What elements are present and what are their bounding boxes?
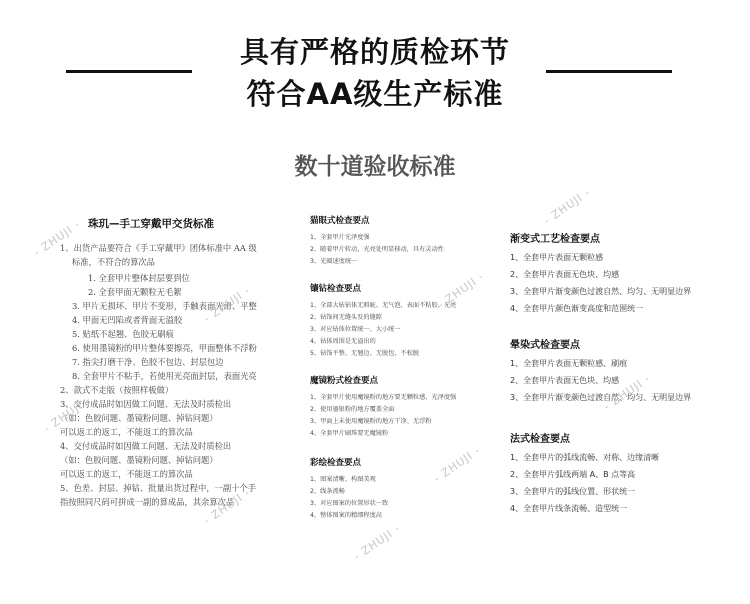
- watermark: - ZHUJI -: [201, 283, 254, 326]
- check-item: 4、整体图案的精细程度高: [310, 512, 382, 519]
- headline-line1: 具有严格的质检环节: [239, 35, 510, 69]
- check-item: 3、光圈速度统一: [310, 258, 358, 265]
- doc-line: 指按照同尺码可拼成一副的算成品，其余算次品: [60, 497, 235, 507]
- doc-line: 6. 使用墨镜粉的甲片整体要擦亮，甲面整体不浮粉: [72, 343, 257, 353]
- doc-line: 5. 贴纸不起翘、色胶无刷痕: [72, 329, 174, 339]
- check-item: 1、全部大钻钻体无瑕疵、无气泡、表面不粘胶、光亮: [310, 302, 457, 309]
- doc-line: 8. 全套甲片不粘手，若使用光亮面封层，表面光亮: [72, 371, 257, 381]
- check-item: 1、全套甲片光泽度强: [310, 234, 370, 241]
- watermark: - ZHUJI -: [601, 371, 654, 414]
- section-title: 法式检查要点: [510, 434, 570, 445]
- doc-line: （如：色胶问题、墨镜粉问题、掉钻问题）: [60, 455, 218, 465]
- section-title: 魔镜粉式检查要点: [310, 376, 379, 386]
- check-item: 3、全套甲片渐变颜色过渡自然、均匀、无明显边界: [510, 393, 692, 402]
- headline-line2: 符合AA级生产标准: [246, 77, 504, 111]
- check-item: 4、全套甲片刷珠要无魔镜粉: [310, 430, 389, 437]
- check-item: 1、图案清晰、构图美观: [310, 476, 376, 483]
- check-item: 3、对应图案的位置形状一致: [310, 500, 389, 507]
- check-item: 2、线条流畅: [310, 488, 345, 495]
- watermark: - ZHUJI -: [541, 185, 594, 228]
- doc-line: 可以返工的返工，不能返工的算次品: [60, 427, 193, 437]
- check-item: 3、全套甲片渐变颜色过渡自然、均匀、无明显边界: [510, 287, 692, 296]
- section-title: 晕染式检查要点: [510, 340, 580, 351]
- section-title: 猫眼式检查要点: [310, 216, 370, 226]
- doc-line: 3. 甲片无损坏、甲片不变形，手触表面光滑、平整: [72, 301, 257, 311]
- check-item: 4、全套甲片颜色渐变高度和范围统一: [510, 304, 644, 313]
- check-item: 2、全套甲片表面无色块、均感: [510, 270, 620, 279]
- check-item: 4、全套甲片线条流畅、造型统一: [510, 504, 628, 513]
- doc-line: 1、出货产品要符合《手工穿戴甲》团体标准中 AA 级: [60, 243, 257, 253]
- watermark: - ZHUJI -: [31, 217, 84, 260]
- doc-line: 2. 全套甲面无颗粒无毛絮: [88, 287, 182, 297]
- section-title: 渐变式工艺检查要点: [510, 234, 600, 245]
- section-subtitle: 数十道验收标准: [294, 154, 456, 180]
- watermark: - ZHUJI -: [431, 443, 484, 486]
- check-item: 2、全套甲片弧线两端 A、B 点等高: [510, 470, 636, 479]
- watermark: - ZHUJI -: [435, 269, 488, 312]
- check-item: 3、全套甲片的弧线位置、形状统一: [510, 487, 636, 496]
- doc-line: 标准，不符合的算次品: [72, 257, 155, 267]
- check-item: 2、全套甲片表面无色块、均感: [510, 376, 620, 385]
- doc-line: 2、款式不走版（按照样板做）: [60, 385, 174, 395]
- check-item: 2、随着甲片转动，光亮处明显移动，具有灵动性: [310, 246, 444, 253]
- watermark: - ZHUJI -: [41, 393, 94, 436]
- check-item: 2、使用鎏银粉的地方覆盖全面: [310, 406, 395, 413]
- doc-line: （如：色胶问题、墨镜粉问题、掉钻问题）: [60, 413, 218, 423]
- watermark: - ZHUJI -: [351, 521, 404, 564]
- watermark: - ZHUJI -: [201, 485, 254, 528]
- technique-checklist-middle: [300, 200, 490, 604]
- check-item: 4、钻体周围是无溢出的: [310, 338, 376, 345]
- section-title: 镶钻检查要点: [310, 284, 362, 294]
- doc-line: 4、交付成品时如因做工问题、无法及时质检出: [60, 441, 232, 451]
- section-title: 彩绘检查要点: [310, 458, 362, 468]
- check-item: 1、全套甲片表面无颗粒感: [510, 253, 604, 262]
- check-item: 2、钻饰间无缝头发的缝隙: [310, 314, 382, 321]
- doc-line: 7. 指尖打磨干净、色胶不包边、封层包边: [72, 357, 224, 367]
- check-item: 5、钻饰平整、无翘边、无脱包、不松脱: [310, 350, 420, 357]
- doc-line: 可以返工的返工，不能返工的算次品: [60, 469, 193, 479]
- check-item: 1、全套甲片表面无颗粒感、刷痕: [510, 359, 628, 368]
- doc-line: 1. 全套甲片整体封层要到位: [88, 273, 190, 283]
- check-item: 3、对应钻体位置统一、大小统一: [310, 326, 401, 333]
- document-title: 珠玑—手工穿戴甲交货标准: [88, 218, 214, 230]
- check-item: 1、全套甲片使用魔镜粉的地方要无颗粒感、光泽度强: [310, 394, 457, 401]
- check-item: 1、全套甲片的弧线流畅、对称、边缘清晰: [510, 453, 660, 462]
- doc-line: 3、交付成品时如因做工问题、无法及时质检出: [60, 399, 232, 409]
- check-item: 3、甲面上未使用魔镜粉的地方干净、无浮粉: [310, 418, 432, 425]
- doc-line: 4. 甲面无凹陷或者背面无溢胶: [72, 315, 183, 325]
- delivery-standard-document: [0, 200, 300, 604]
- doc-line: 5、色差、封层、掉钻、批量出货过程中，一副十个手: [60, 483, 257, 493]
